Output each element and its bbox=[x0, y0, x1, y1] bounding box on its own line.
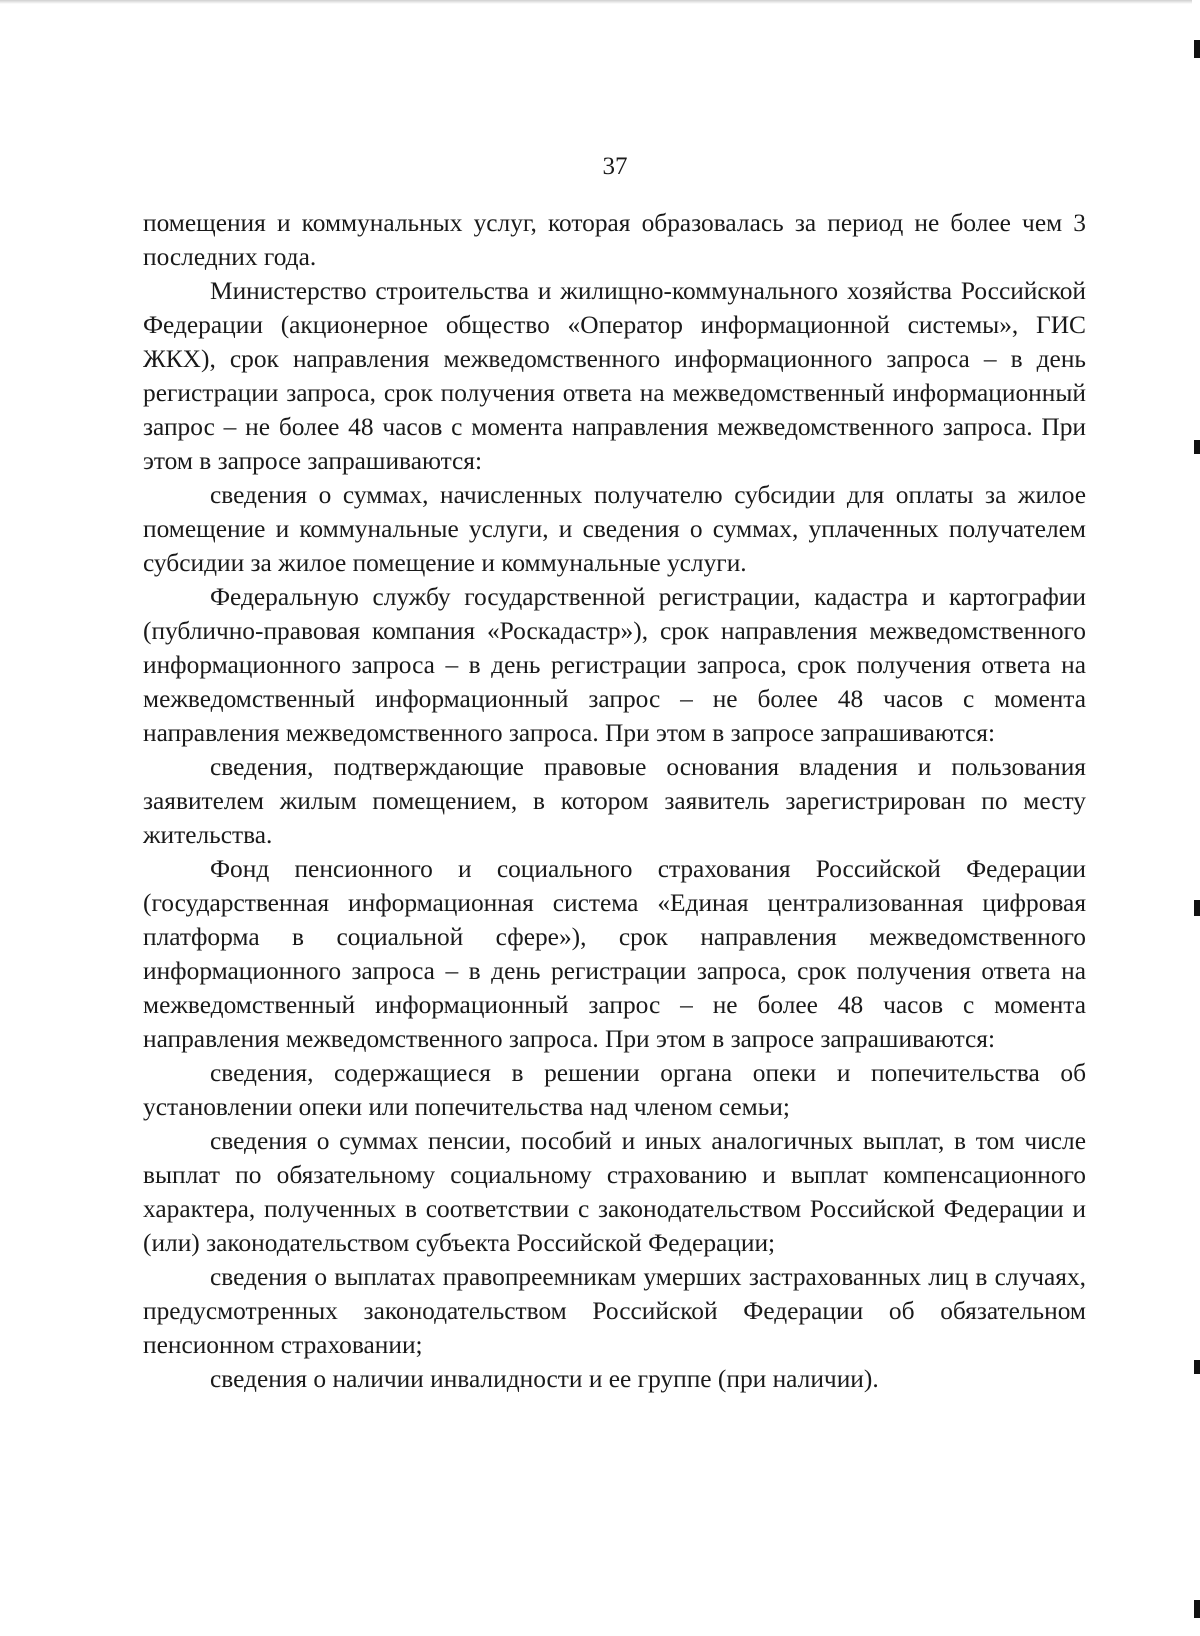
scan-mark bbox=[1194, 1600, 1200, 1618]
document-body bbox=[143, 206, 1086, 1396]
paragraph: сведения о наличии инвалидности и ее группе (при наличии). bbox=[210, 1365, 879, 1393]
paragraph: сведения, содержащиеся в решении органа опеки и попечительства об установлении опеки или попечительства над членом семьи; bbox=[143, 1059, 1086, 1121]
scan-edge-top bbox=[0, 0, 1200, 4]
scan-edge-right bbox=[1192, 0, 1200, 1636]
paragraph: Федеральную службу государственной регистрации, кадастра и картографии (публично-правовая компания «Роскадастр»), срок направления межведомственного информационного запроса – в день регистрации запроса, срок получения ответа на межведомственный информационный запрос – не более 48 часов с момента направления межведомственного запроса. При этом в запросе запрашиваются: bbox=[143, 583, 1086, 747]
scan-mark bbox=[1194, 900, 1200, 916]
scan-mark bbox=[1194, 440, 1200, 454]
scan-mark bbox=[1194, 1360, 1200, 1374]
paragraph: Министерство строительства и жилищно-коммунального хозяйства Российской Федерации (акционерное общество «Оператор информационной системы», ГИС ЖКХ), срок направления межведомственного информационного запроса – в день регистрации запроса, срок получения ответа на межведомственный информационный запрос – не более 48 часов с момента направления межведомственного запроса. При этом в запросе запрашиваются: bbox=[143, 277, 1086, 475]
paragraph: сведения о суммах, начисленных получателю субсидии для оплаты за жилое помещение и коммунальные услуги, и сведения о суммах, уплаченных получателем субсидии за жилое помещение и коммунальные услуги. bbox=[143, 481, 1086, 577]
paragraph: сведения о выплатах правопреемникам умерших застрахованных лиц в случаях, предусмотренных законодательством Российской Федерации об обязательном пенсионном страховании; bbox=[143, 1263, 1086, 1359]
scan-mark bbox=[1194, 40, 1200, 58]
paragraph: сведения, подтверждающие правовые основания владения и пользования заявителем жилым помещением, в котором заявитель зарегистрирован по месту жительства. bbox=[143, 753, 1086, 849]
paragraph: помещения и коммунальных услуг, которая образовалась за период не более чем 3 последних года. bbox=[143, 209, 1086, 271]
page-number: 37 bbox=[602, 153, 628, 180]
paragraph: Фонд пенсионного и социального страхования Российской Федерации (государственная информационная система «Единая централизованная цифровая платформа в социальной сфере»), срок направления межведомственного информационного запроса – в день регистрации запроса, срок получения ответа на межведомственный информационный запрос – не более 48 часов с момента направления межведомственного запроса. При этом в запросе запрашиваются: bbox=[143, 855, 1086, 1053]
paragraph: сведения о суммах пенсии, пособий и иных аналогичных выплат, в том числе выплат по обязательному социальному страхованию и выплат компенсационного характера, полученных в соответствии с законодательством Российской Федерации и (или) законодательством субъекта Российской Федерации; bbox=[143, 1127, 1086, 1257]
